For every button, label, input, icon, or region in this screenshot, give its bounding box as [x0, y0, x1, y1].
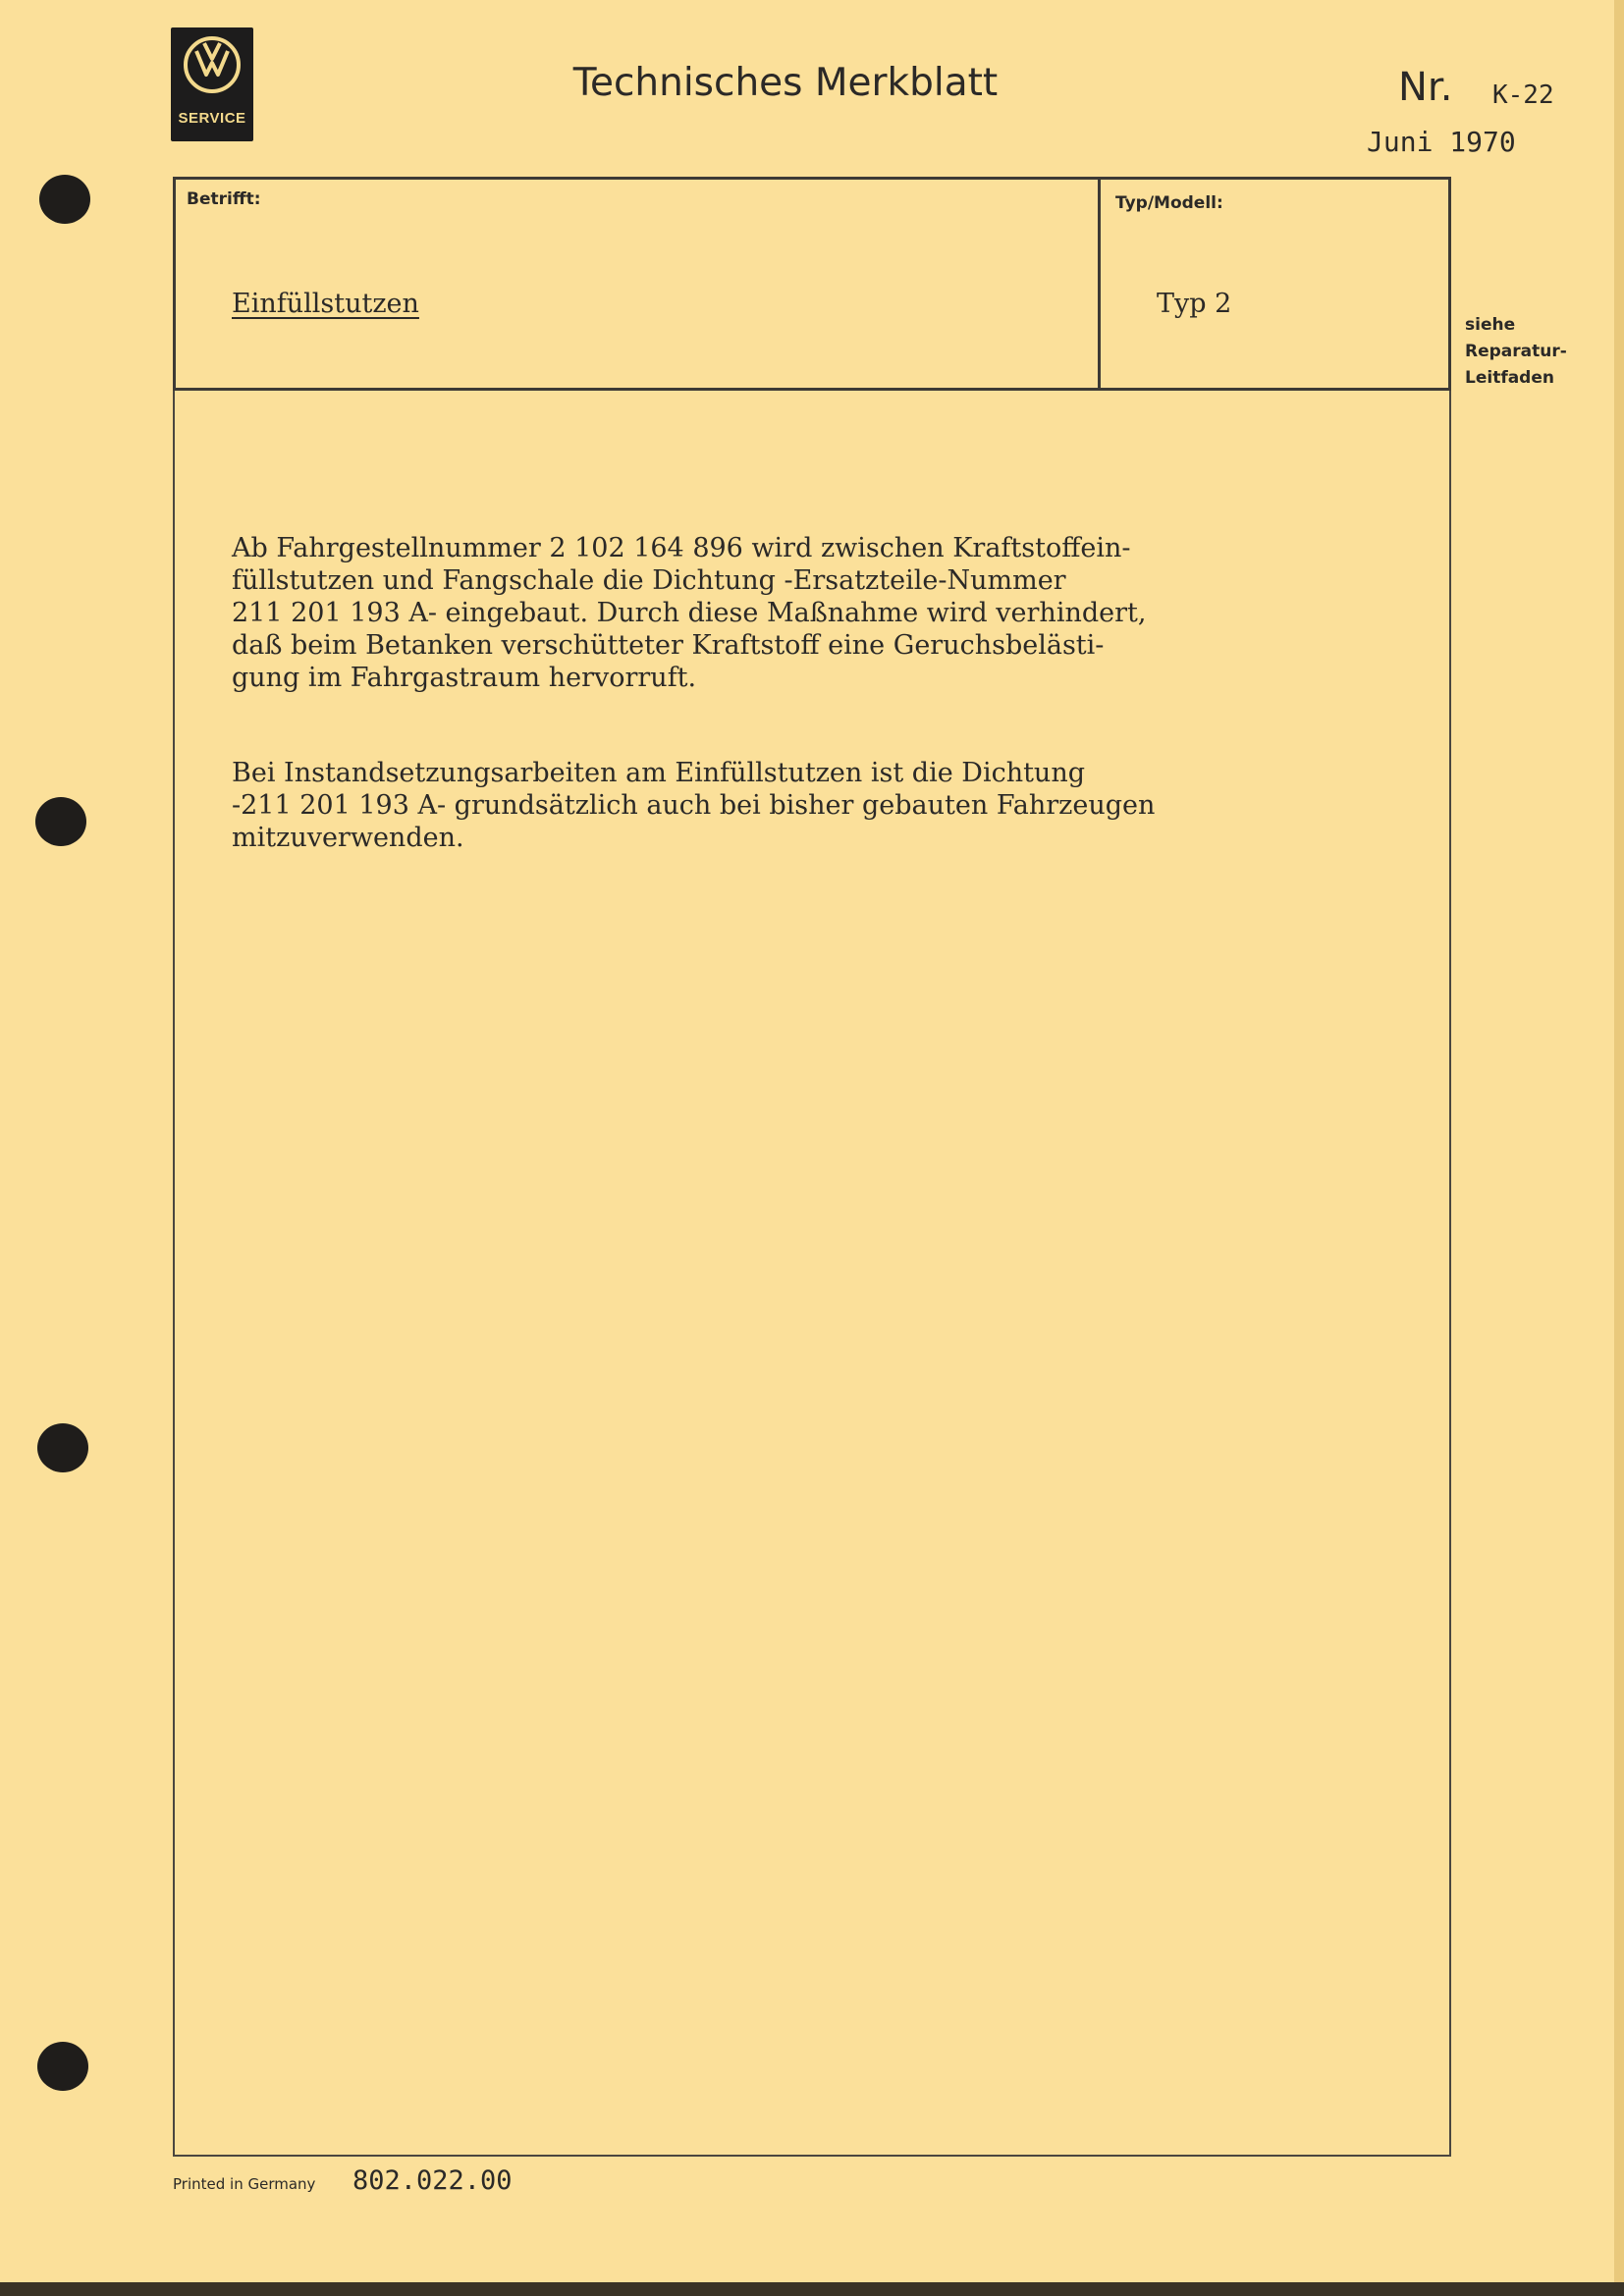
body-line: füllstutzen und Fangschale die Dichtung -Ersatzteile-Nummer [232, 565, 1066, 596]
document-number: 802.022.00 [352, 2165, 513, 2196]
model-value: Typ 2 [1157, 289, 1232, 319]
body-line: 211 201 193 A- eingebaut. Durch diese Maßnahme wird verhindert, [232, 598, 1147, 628]
punch-hole-2 [35, 797, 86, 846]
side-note-line: siehe [1465, 315, 1516, 335]
side-note [1465, 312, 1567, 392]
punch-hole-4 [37, 2042, 88, 2091]
body-paragraph-1 [232, 532, 1410, 694]
paper-edge-right [1614, 0, 1624, 2296]
printed-in-label: Printed in Germany [173, 2175, 316, 2193]
scan-edge-bottom [0, 2282, 1624, 2296]
number-value: K-22 [1492, 80, 1554, 110]
model-label: Typ/Modell: [1115, 193, 1223, 213]
document-title: Technisches Merkblatt [572, 61, 999, 105]
info-table [173, 177, 1451, 391]
body-paragraph-2 [232, 757, 1410, 854]
vw-service-logo [171, 27, 253, 141]
info-table-divider [1098, 177, 1101, 391]
body-line: Ab Fahrgestellnummer 2 102 164 896 wird zwischen Kraftstoffein- [232, 533, 1131, 563]
punch-hole-3 [37, 1423, 88, 1472]
body-line: mitzuverwenden. [232, 823, 464, 853]
vw-emblem-icon [183, 35, 242, 94]
body-line: gung im Fahrgastraum hervorruft. [232, 663, 697, 693]
body-line: -211 201 193 A- grundsätzlich auch bei bisher gebauten Fahrzeugen [232, 790, 1156, 821]
logo-service-label: SERVICE [178, 110, 246, 127]
number-label: Nr. [1398, 65, 1453, 110]
issue-date: Juni 1970 [1367, 126, 1516, 158]
side-note-line: Leitfaden [1465, 368, 1554, 388]
body-line: daß beim Betanken verschütteter Kraftstoff eine Geruchsbelästi- [232, 630, 1105, 661]
body-line: Bei Instandsetzungsarbeiten am Einfüllstutzen ist die Dichtung [232, 758, 1085, 788]
subject-value: Einfüllstutzen [232, 289, 419, 319]
punch-hole-1 [39, 175, 90, 224]
content-frame [173, 177, 1451, 2157]
side-note-line: Reparatur- [1465, 342, 1567, 361]
subject-label: Betrifft: [187, 189, 261, 209]
